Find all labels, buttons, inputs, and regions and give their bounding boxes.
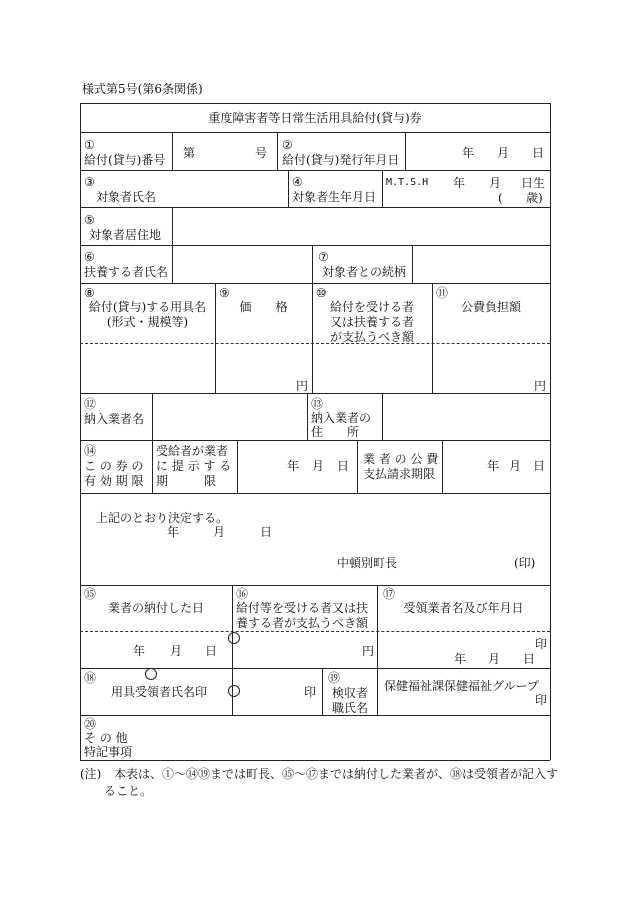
- field-15-label: 業者の納付した日: [107, 601, 204, 615]
- field-14-label-1: こ の 券 の: [84, 459, 144, 473]
- field-15-month: 月: [170, 644, 183, 658]
- field-16-label-2: 養する者が支払うべき額: [236, 616, 369, 630]
- field-20-number: ⑳: [84, 717, 97, 731]
- field-8-number: ⑧: [84, 286, 95, 300]
- field-2-label: 給付(貸与)発行年月日: [282, 153, 400, 167]
- field-1-dai: 第: [183, 146, 196, 160]
- field-4-era: M.T.S.H: [386, 177, 429, 188]
- field-19-seal: 印: [535, 693, 548, 707]
- field-8-label-2: (形式・規模等): [106, 315, 189, 329]
- field-14-sub-2: に 提 示 す る: [156, 459, 232, 473]
- field-18-label: 用具受領者氏名印: [111, 685, 208, 699]
- field-3-number: ③: [84, 175, 95, 189]
- seal-circle-18-top: [145, 668, 157, 680]
- seal-circle-18: [228, 685, 240, 697]
- field-2-day: 日: [532, 146, 545, 160]
- field-12-number: ⑫: [84, 397, 97, 411]
- field-4-year: 年: [453, 176, 466, 190]
- field-7-number: ⑦: [318, 250, 329, 264]
- field-9-label: 価 格: [239, 300, 288, 314]
- field-16-label-1: 給付等を受ける者又は扶: [236, 601, 369, 615]
- field-14-claim-2: 支払請求期限: [363, 467, 436, 481]
- field-14-claim-1: 業 者 の 公 費: [363, 452, 439, 466]
- field-19-label-1: 検収者: [332, 686, 369, 700]
- field-13-label-1: 納入業者の: [311, 411, 372, 425]
- field-4-age: 歳): [526, 191, 543, 205]
- field-10-number: ⑩: [316, 286, 327, 300]
- field-12-label: 納入業者名: [84, 412, 145, 426]
- decision-text: 上記のとおり決定する。: [96, 511, 229, 525]
- note-line-1: 本表は、①～⑭⑲までは町長、⑮～⑰までは納付した業者が、⑱は受領者が記入す: [114, 767, 559, 781]
- field-8-label-1: 給付(貸与)する用具名: [88, 300, 207, 314]
- field-6-number: ⑥: [84, 250, 95, 264]
- field-11-label: 公費負担額: [460, 300, 521, 314]
- field-13-number: ⑬: [311, 397, 324, 411]
- field-4-age-open: (: [498, 191, 503, 205]
- field-1-label: 給付(貸与)番号: [84, 153, 166, 167]
- field-14-number: ⑭: [84, 444, 97, 458]
- field-11-number: ⑪: [436, 286, 449, 300]
- field-15-day: 日: [205, 644, 218, 658]
- field-20-label-1: そ の 他: [84, 731, 128, 745]
- mayor-name: 中頓別町長: [337, 556, 398, 570]
- field-1-number: ①: [84, 138, 95, 152]
- field-2-month: 月: [497, 146, 510, 160]
- field-4-born: 日生: [521, 176, 546, 190]
- field-14-sub-3: 期 限: [156, 474, 217, 488]
- field-4-number: ④: [292, 175, 303, 189]
- field-2-year: 年: [462, 146, 475, 160]
- seal-circle-16: [228, 632, 240, 644]
- field-17-day: 日: [523, 652, 536, 666]
- field-4-label: 対象者生年月日: [292, 190, 377, 204]
- field-17-number: ⑰: [383, 587, 396, 601]
- field-19-number: ⑲: [328, 671, 341, 685]
- field-10-label-1: 給付を受ける者: [330, 300, 415, 314]
- decision-day: 日: [260, 525, 273, 539]
- field-1-go: 号: [255, 146, 268, 160]
- field-16-unit: 円: [362, 644, 375, 658]
- field-14-sub-1: 受給者が業者: [156, 444, 229, 458]
- form-title: 重度障害者等日常生活用具給付(貸与)券: [208, 111, 422, 125]
- field-14-month: 月: [312, 459, 325, 473]
- field-18-seal: 印: [304, 685, 317, 699]
- field-9-number: ⑨: [219, 286, 230, 300]
- decision-year: 年: [167, 525, 180, 539]
- field-19-department: 保健福祉課保健福祉グループ: [384, 679, 540, 693]
- field-11-unit: 円: [534, 379, 547, 393]
- field-20-label-2: 特記事項: [84, 745, 133, 759]
- field-5-number: ⑤: [84, 213, 95, 227]
- field-2-number: ②: [282, 138, 293, 152]
- field-15-number: ⑮: [84, 587, 97, 601]
- field-19-label-2: 職氏名: [332, 701, 369, 715]
- field-14-claim-day: 日: [533, 459, 546, 473]
- field-7-label: 対象者との続柄: [322, 265, 407, 279]
- field-3-label: 対象者氏名: [96, 190, 157, 204]
- field-6-label: 扶養する者氏名: [84, 265, 169, 279]
- field-17-label: 受領業者名及び年月日: [403, 601, 524, 615]
- field-13-label-2: 住 所: [311, 425, 360, 439]
- field-14-label-2: 有 効 期 限: [84, 474, 144, 488]
- field-14-claim-month: 月: [509, 459, 522, 473]
- field-4-month: 月: [489, 176, 502, 190]
- field-17-year: 年: [454, 652, 467, 666]
- field-14-claim-year: 年: [487, 459, 500, 473]
- field-9-unit: 円: [296, 379, 309, 393]
- field-10-label-2: 又は扶養する者: [330, 315, 415, 329]
- field-15-year: 年: [133, 644, 146, 658]
- note-prefix: (注): [80, 767, 102, 781]
- field-17-month: 月: [488, 652, 501, 666]
- field-14-year: 年: [287, 459, 300, 473]
- decision-month: 月: [213, 525, 226, 539]
- form-number: 様式第5号(第6条関係): [82, 82, 203, 96]
- mayor-seal: (印): [514, 556, 536, 570]
- field-17-seal: 印: [535, 637, 548, 651]
- field-18-number: ⑱: [84, 671, 97, 685]
- field-16-number: ⑯: [236, 587, 249, 601]
- note-line-2: ること。: [104, 784, 153, 798]
- field-5-label: 対象者居住地: [89, 228, 162, 242]
- field-14-day: 日: [337, 459, 350, 473]
- field-10-label-3: が支払うべき額: [330, 330, 415, 344]
